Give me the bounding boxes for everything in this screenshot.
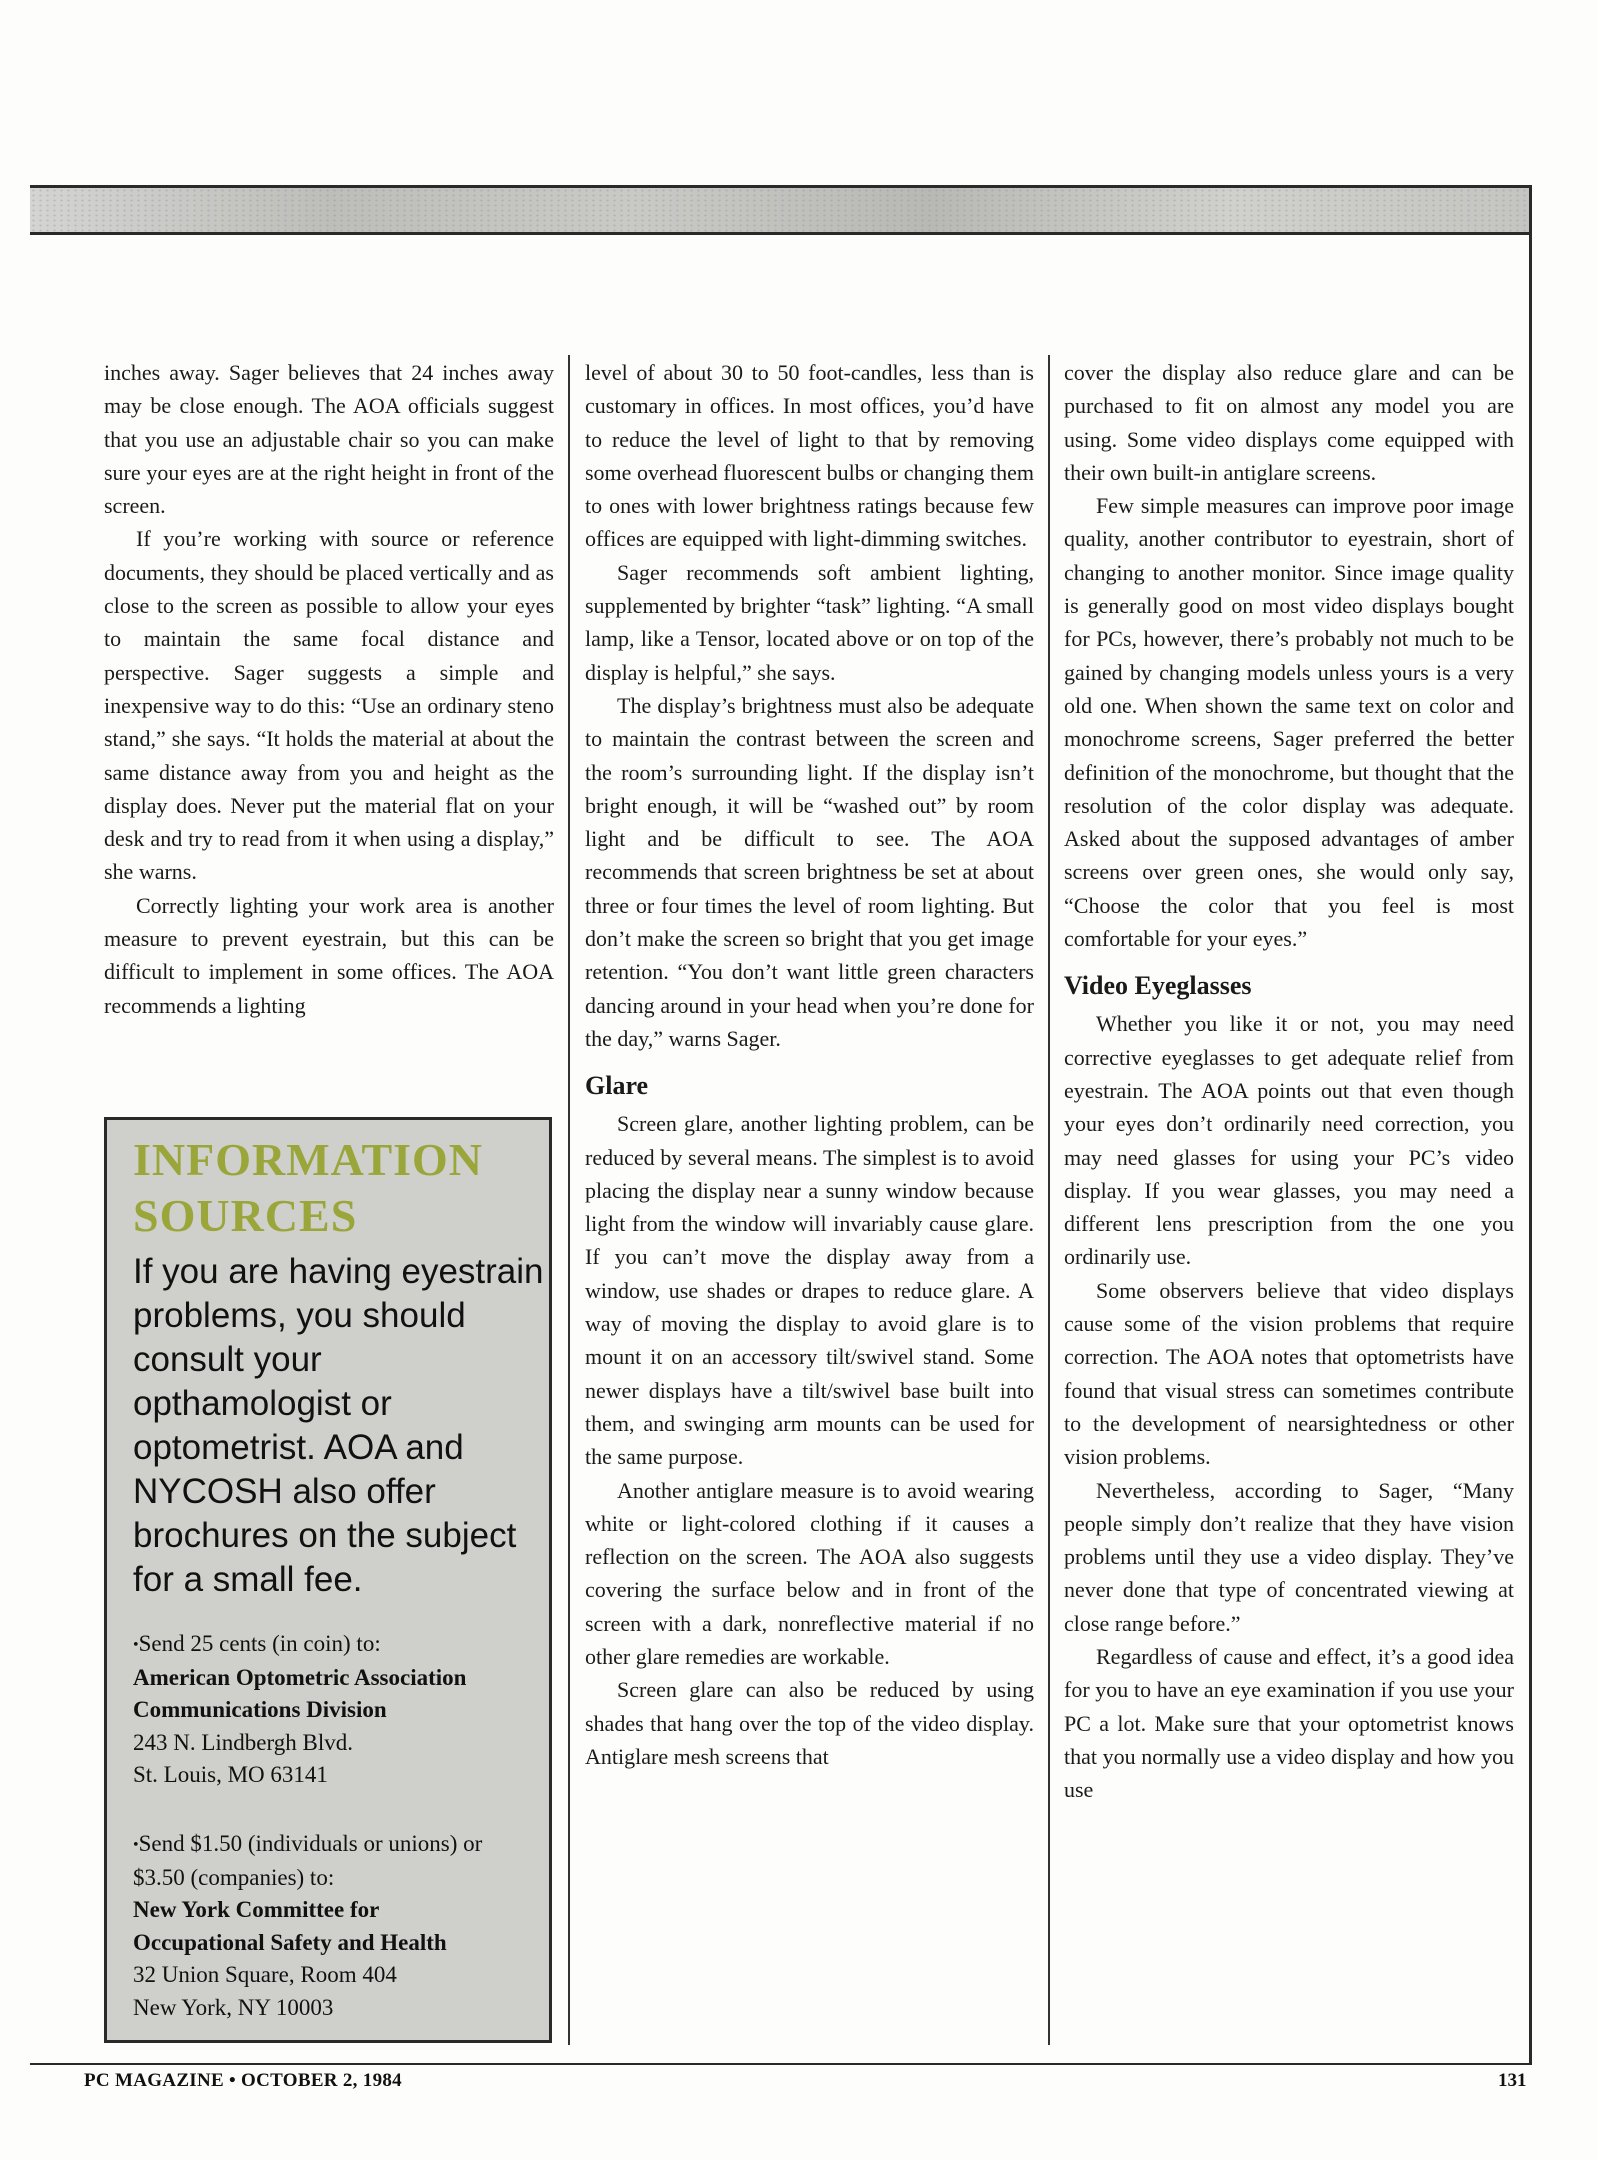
bullet-icon: • — [133, 1636, 139, 1654]
address-block-aoa — [133, 1628, 549, 1792]
sidebar-body-text: If you are having eyestrain problems, you should consult your opthamologist or optometrist. AOA and NYCOSH also offer brochures on the subject for a small fee. — [133, 1252, 544, 1599]
aoa-street: 243 N. Lindbergh Blvd. — [133, 1729, 353, 1755]
column-divider-2 — [1048, 355, 1050, 2045]
nycosh-intro: Send $1.50 (individuals or unions) or $3.50 (companies) to: — [133, 1830, 483, 1890]
nycosh-org-line-1: New York Committee for — [133, 1897, 380, 1923]
article-column-1 — [104, 356, 554, 1022]
header-decorative-band — [30, 185, 1532, 235]
aoa-intro: Send 25 cents (in coin) to: — [138, 1631, 381, 1656]
footer-rule — [30, 2063, 1532, 2065]
article-column-2 — [585, 356, 1034, 1773]
col2-paragraph-6: Screen glare can also be reduced by using shades that hang over the top of the video display. Antiglare mesh screens that — [585, 1677, 1034, 1769]
aoa-org-line-1: American Optometric Association — [133, 1664, 467, 1690]
col3-paragraph-4: Some observers believe that video displays cause some of the vision problems that require correction. The AOA notes that optometrists have found that visual stress can sometimes contribute to the development of nearsightedness or other vision problems. — [1064, 1277, 1514, 1470]
col2-paragraph-3: The display’s brightness must also be adequate to maintain the contrast between the screen and the room’s surrounding light. If the display isn’t bright enough, it will be “washed out” by room light and be difficult to see. The AOA recommends that screen brightness be set at about three or four times the level of room lighting. But don’t make the screen so bright that you get image retention. “You don’t want little green characters dancing around in your head when you’re done for the day,” warns Sager. — [585, 692, 1034, 1051]
col2-paragraph-2: Sager recommends soft ambient lighting, supplemented by brighter “task” lighting. “A small lamp, like a Tensor, located above or on top of the display is helpful,” she says. — [585, 559, 1034, 685]
aoa-city: St. Louis, MO 63141 — [133, 1762, 328, 1788]
header-band-texture — [30, 188, 1532, 232]
address-block-nycosh — [133, 1828, 533, 2024]
page-frame-right-rule — [1529, 185, 1532, 2065]
col3-paragraph-5: Nevertheless, according to Sager, “Many people simply don’t realize that they have vision problems until they use a video display. They’ve never done that type of concentrated viewing at close range before.” — [1064, 1477, 1514, 1636]
section-heading-glare: Glare — [585, 1071, 649, 1101]
section-heading-video-eyeglasses: Video Eyeglasses — [1064, 971, 1252, 1001]
nycosh-street: 32 Union Square, Room 404 — [133, 1962, 397, 1988]
sidebar-title — [133, 1132, 549, 1244]
col1-paragraph-2: If you’re working with source or reference documents, they should be placed vertically and as close to the screen as possible to allow your eyes to maintain the same focal distance and perspective. Sager suggests a simple and inexpensive way to do this: “Use an ordinary steno stand,” she says. “It holds the material at about the same distance away from you and height as the display does. Never put the material flat on your desk and try to read from it when using a display,” she warns. — [104, 526, 554, 885]
bullet-icon: • — [133, 1836, 139, 1854]
sidebar-title-line-1: INFORMATION — [133, 1134, 484, 1185]
aoa-org-line-2: Communications Division — [133, 1697, 387, 1723]
col2-paragraph-4: Screen glare, another lighting problem, can be reduced by several means. The simplest is to avoid placing the display near a sunny window because light from the window will invariably cause glare. If you can’t move the display away from a window, use shades or drapes to reduce glare. A way of moving the display to avoid glare is to mount it on an accessory tilt/swivel stand. Some newer displays have a tilt/swivel base built into them, and swinging arm mounts can be used for the same purpose. — [585, 1111, 1034, 1470]
col3-paragraph-1: cover the display also reduce glare and can be purchased to fit on almost any model you are using. Some video displays come equipped with their own built-in antiglare screens. — [1064, 360, 1514, 485]
nycosh-org-line-2: Occupational Safety and Health — [133, 1929, 447, 1955]
nycosh-city: New York, NY 10003 — [133, 1994, 334, 2020]
col3-paragraph-3: Whether you like it or not, you may need corrective eyeglasses to get adequate relief from eyestrain. The AOA points out that even though your eyes don’t ordinarily need correction, you may need glasses for using your PC’s video display. If you wear glasses, you may need a different lens prescription from the one you ordinarily use. — [1064, 1011, 1514, 1270]
col1-paragraph-3: Correctly lighting your work area is another measure to prevent eyestrain, but this can be difficult to implement in some offices. The AOA recommends a lighting — [104, 892, 554, 1018]
col3-paragraph-2: Few simple measures can improve poor image quality, another contributor to eyestrain, short of changing to another monitor. Since image quality is generally good on most video displays bought for PCs, however, there’s probably not much to be gained by changing models unless yours is a very old one. When shown the same text on color and monochrome screens, Sager preferred the better definition of the monochrome, but thought that the resolution of the color display was adequate. Asked about the supposed advantages of amber screens over green ones, she would only say, “Choose the color that you feel is most comfortable for your eyes.” — [1064, 493, 1514, 952]
footer-publication-date: PC MAGAZINE • OCTOBER 2, 1984 — [84, 2070, 402, 2091]
col1-paragraph-1: inches away. Sager believes that 24 inches away may be close enough. The AOA officials suggest that you use an adjustable chair so you can make sure your eyes are at the right height in front of the screen. — [104, 360, 554, 519]
article-column-3 — [1064, 356, 1514, 1806]
sidebar-title-line-2: SOURCES — [133, 1190, 358, 1241]
col2-paragraph-5: Another antiglare measure is to avoid wearing white or light-colored clothing if it causes a reflection on the screen. The AOA also suggests covering the surface below and in front of the screen with a dark, nonreflective material if no other glare remedies are workable. — [585, 1477, 1034, 1669]
col2-paragraph-1: level of about 30 to 50 foot-candles, less than is customary in offices. In most offices, you’d have to reduce the level of light to that by removing some overhead fluorescent bulbs or changing them to ones with lower brightness ratings because few offices are equipped with light-dimming switches. — [585, 360, 1034, 552]
col3-paragraph-6: Regardless of cause and effect, it’s a good idea for you to have an eye examination if you use your PC a lot. Make sure that your optometrist knows that you normally use a video display and how you use — [1064, 1643, 1514, 1803]
information-sources-sidebar — [104, 1117, 552, 2043]
footer-page-number: 131 — [1498, 2070, 1527, 2091]
column-divider-1 — [568, 355, 570, 2045]
